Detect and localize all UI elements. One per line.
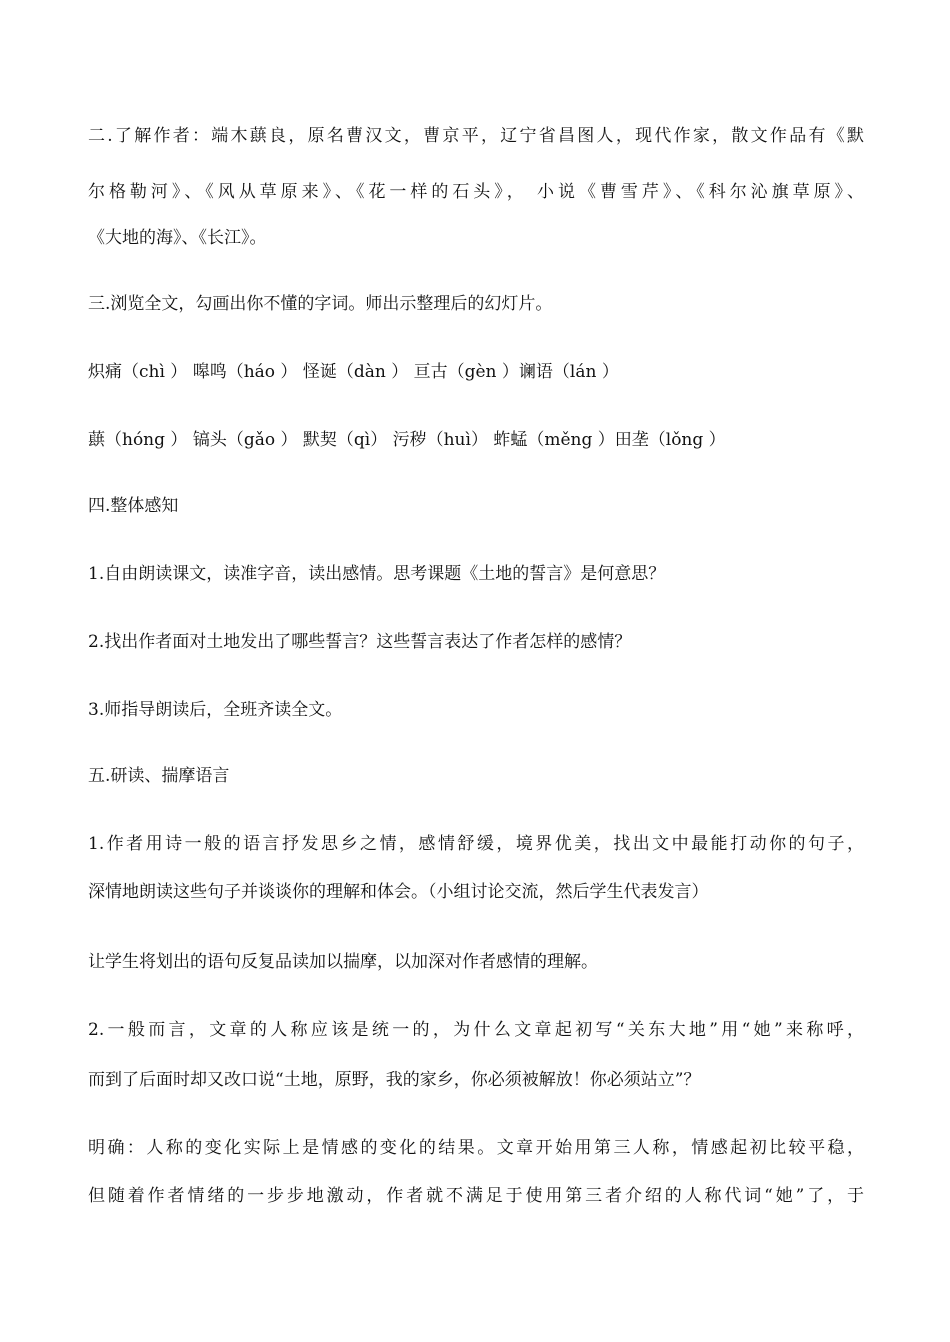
author-intro-line-3: 《大地的海》、《长江》。	[88, 228, 267, 248]
section-four-heading: 四.整体感知	[88, 496, 179, 516]
answer-line-2: 但随着作者情绪的一步步地激动，作者就不满足于使用第三者介绍的人称代词“她”了，于	[88, 1186, 864, 1206]
vocabulary-row-1: 炽痛（chì ） 嗥鸣（háo ） 怪诞（dàn ） 亘古（gèn ）谰语（lán ）	[88, 362, 619, 382]
vocabulary-row-2: 蕻（hóng ） 镐头（gǎo ） 默契（qì） 污秽（huì） 蚱蜢（měng ）田垄（lǒng ）	[88, 430, 726, 450]
task-item-3: 3.师指导朗读后，全班齐读全文。	[88, 700, 343, 720]
question-2-line-2: 而到了后面时却又改口说“土地，原野，我的家乡，你必须被解放！你必须站立”？	[88, 1070, 701, 1090]
answer-line-1: 明确：人称的变化实际上是情感的变化的结果。文章开始用第三人称，情感起初比较平稳，	[88, 1138, 864, 1158]
author-intro-line-2: 尔格勒河》、《风从草原来》、《花一样的石头》， 小说《曹雪芹》、《科尔沁旗草原》、	[88, 182, 864, 202]
question-2-line-1: 2.一般而言，文章的人称应该是统一的，为什么文章起初写“关东大地”用“她”来称呼，	[88, 1020, 864, 1040]
section-three-heading: 三.浏览全文，勾画出你不懂的字词。师出示整理后的幻灯片。	[88, 294, 553, 314]
question-1-line-2: 深情地朗读这些句子并谈谈你的理解和体会。（小组讨论交流，然后学生代表发言）	[88, 882, 709, 902]
question-1-line-1: 1.作者用诗一般的语言抒发思乡之情，感情舒缓，境界优美，找出文中最能打动你的句子，	[88, 834, 864, 854]
task-item-2: 2.找出作者面对土地发出了哪些誓言？这些誓言表达了作者怎样的感情？	[88, 632, 632, 652]
author-intro-line-1: 二.了解作者：端木蕻良，原名曹汉文，曹京平，辽宁省昌图人，现代作家，散文作品有《默	[88, 126, 864, 146]
student-activity-note: 让学生将划出的语句反复品读加以揣摩，以加深对作者感情的理解。	[88, 952, 598, 972]
task-item-1: 1.自由朗读课文，读准字音，读出感情。思考课题《土地的誓言》是何意思？	[88, 564, 666, 584]
section-five-heading: 五.研读、揣摩语言	[88, 766, 230, 786]
